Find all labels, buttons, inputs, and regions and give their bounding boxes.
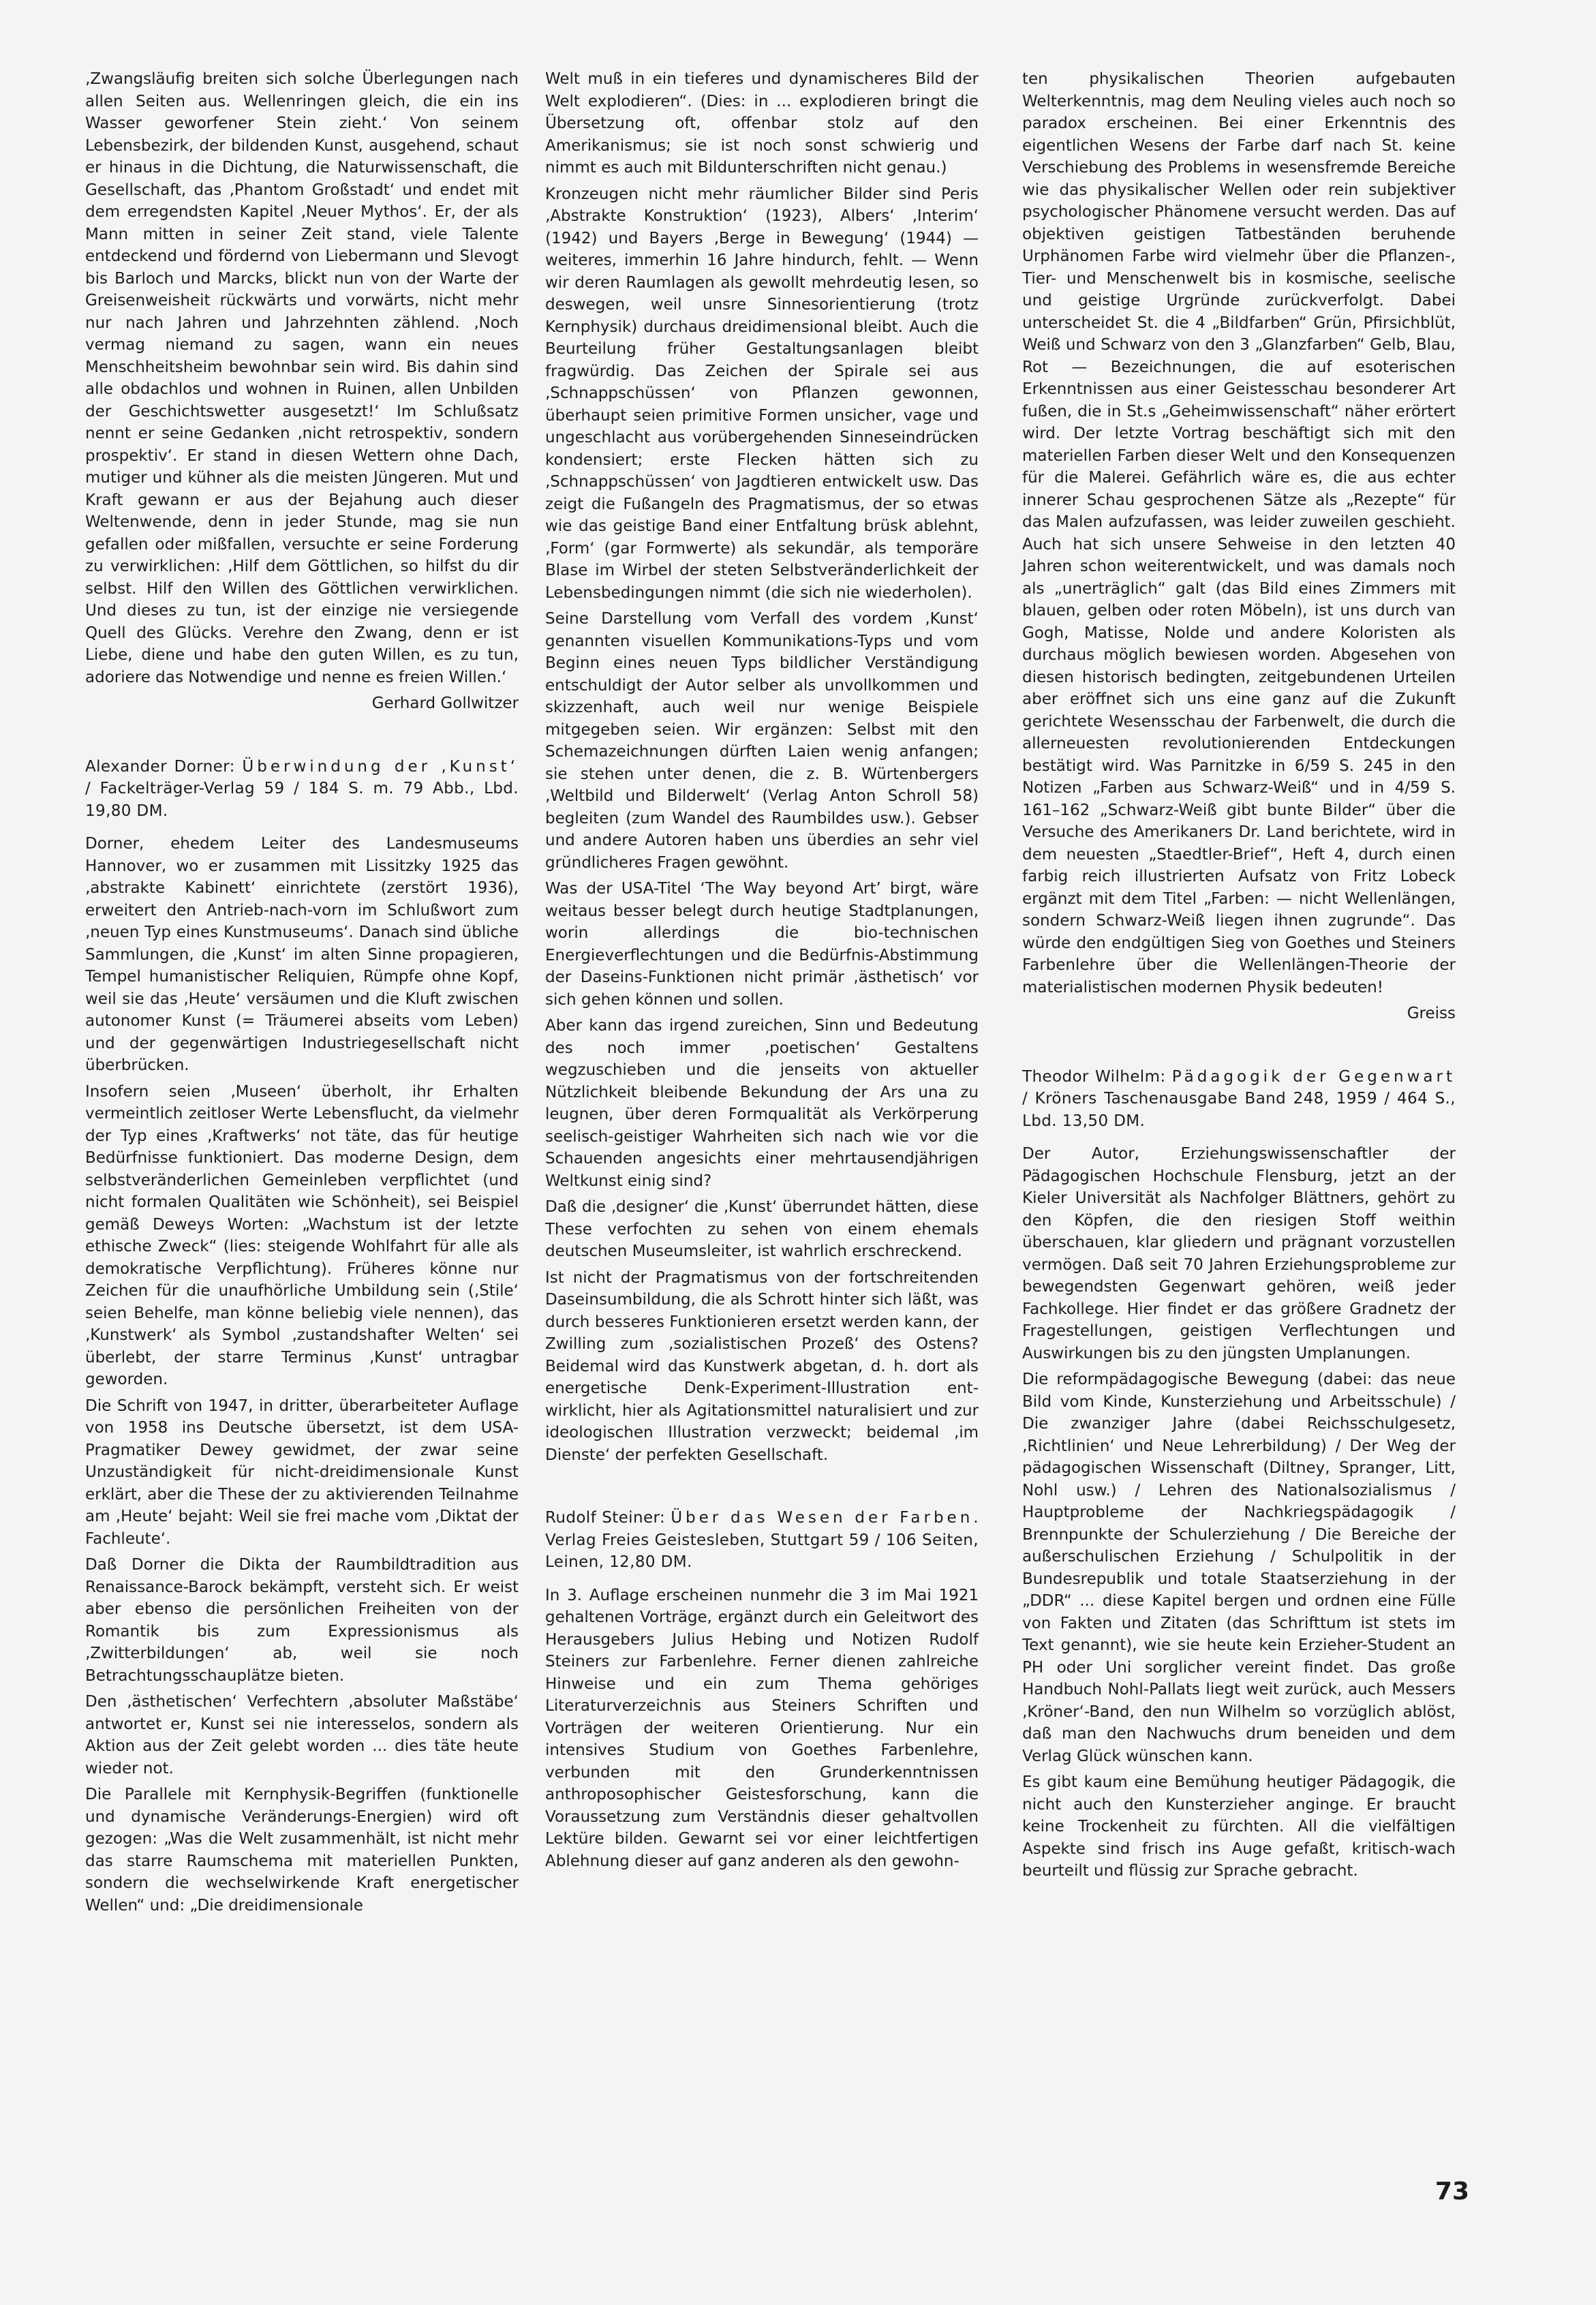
paragraph: Insofern seien ‚Museen‘ überholt, ihr Erhalten vermeintlich zeitloser Werte Lebensflucht, da vielmehr der Typ eines ‚Kraftwerks‘ not täte, das für heutige Bedürfnisse funktioniert. Das moderne Design, dem selbstveränderlichen Gemeinleben verpflichtet (und nicht formalen Qualitäten wie Schönheit), sei Beispiel gemäß Deweys Worten: „Wachstum ist der letzte ethische Zweck“ (lies: steigende Wohlfahrt für alle als demokratische Verpflichtung). Früheres könne nur Zeichen für die unaufhörliche Umbildung sein (‚Stile‘ seien Behelfe, man könne beliebig viele nennen), das ‚Kunstwerk‘ als Symbol ‚zustandshafter Welten‘ sei überlebt, der starre Terminus ‚Kunst‘ untragbar geworden. — [85, 1082, 519, 1388]
paragraph: Kronzeugen nicht mehr räumlicher Bilder sind Peris ‚Abstrakte Konstruktion‘ (1923), Albers‘ ‚Interim‘ (1942) und Bayers ‚Berge in Bewegung‘ (1944) — weiteres, immerhin 16 Jahre hindurch, fehlt. — Wenn wir deren Raumlagen als gewollt mehrdeutig lesen, so deswegen, weil unsre Sinnesorientierung (trotz Kernphysik) durchaus dreidimensional bleibt. Auch die Beurteilung früher Gestaltungsanlagen bleibt fragwürdig. Das Zeichen der Spirale sei aus ‚Schnappschüssen‘ von Pflanzen gewonnen, überhaupt seien primitive Formen unsicher, vage und ungeschlacht aus vorübergehenden Sinneseindrücken kondensiert; erste Flecken hätten sich zu ‚Schnappschüssen‘ von Jagdtieren entwickelt usw. Das zeigt die Fußangeln des Pragmatismus, der so etwas wie das geistige Band einer Entfaltung brüsk ablehnt, ‚Form‘ (gar Formwerte) als sekundär, als temporäre Blase im Wirbel der steten Selbstveränderlichkeit der Lebensbedingungen nimmt (die sich nie wiederholen). — [545, 185, 979, 602]
review-heading — [1022, 1066, 1456, 1133]
text-column-left — [85, 68, 519, 1921]
review-author-name: Rudolf Steiner: — [545, 1509, 671, 1527]
review-book-title: Pädagogik der Gegenwart — [1171, 1067, 1456, 1086]
paragraph: ten physikalischen Theorien aufgebauten Welterkenntnis, mag dem Neuling vieles auch noch so paradox erscheinen. Bei einer Erkenntnis des eigentlichen Wesens der Farbe darf nach St. keine Verschiebung des Problems in wesensfremde Bereiche wie das physikalischer Wellen oder rein subjektiver psychologischer Phänomene versucht werden. Das auf objektiven geistigen Tatbeständen beruhende Urphänomen Farbe wird vielmehr über die Pflanzen-, Tier- und Menschenwelt bis in kosmische, seelische und geistige Urgründe zurückverfolgt. Dabei unterscheidet St. die 4 „Bildfarben“ Grün, Pfirsichblüt, Weiß und Schwarz von den 3 „Glanzfarben“ Gelb, Blau, Rot — Bezeichnungen, die auf esoterischen Erkenntnissen aus einer Geistesschau besonderer Art fußen, die in St.s „Geheimwissenschaft“ näher erörtert wird. Der letzte Vortrag beschäftigt sich mit den materiellen Farben dieser Welt und den Konsequenzen für die Malerei. Gefährlich wäre es, die aus echter innerer Schau gesprochenen Sätze als „Rezepte“ für das Malen aufzufassen, was leider zuweilen geschieht. Auch hat sich unsere Sehweise in den letzten 40 Jahren schon weiterentwickelt, und was damals noch als „unerträglich“ galt (das Bild eines Zimmers mit blauen, gelben oder roten Möbeln), ist uns durch van Gogh, Matisse, Nolde und andere Koloristen als durchaus möglich bewiesen worden. Abgesehen von diesen historisch bedingten, zeitgebundenen Urteilen aber eröffnet sich uns eine ganz auf die Zukunft gerichtete Wesensschau der Farbenwelt, die durch die allerneuesten revolutionierenden Entdeckungen bestätigt wird. Was Parnitzke in 6/59 S. 245 in den Notizen „Farben aus Schwarz-Weiß“ und in 4/59 S. 161–162 „Schwarz-Weiß gibt bunte Bilder“ über die Versuche des Amerikaners Dr. Land berichtete, wird in dem neuesten „Staedtler-Brief“, Heft 4, durch einen farbig reich illustrierten Aufsatz von Fritz Lobeck ergänzt mit dem Titel „Farben: — nicht Wellenlängen, sondern Schwarz-Weiß liegen ihnen zugrunde“. Das würde den endgültigen Sieg von Goethes und Steiners Farbenlehre über die Wellenlängen-Theorie der materialistischen modernen Physik bedeuten! — [1022, 70, 1456, 996]
text-column-right — [1022, 68, 1456, 1887]
paragraph: Den ‚ästhetischen‘ Verfechtern ‚absoluter Maßstäbe‘ antwortet er, Kunst sei nie interesselos, sondern als Aktion aus der Zeit gelebt worden ... dies täte heute wieder not. — [85, 1693, 519, 1777]
paragraph: Die reformpädagogische Bewegung (dabei: das neue Bild vom Kinde, Kunsterziehung und Arbeitsschule) / Die zwanziger Jahre (dabei Reichsschulgesetz, ‚Richtlinien‘ und Neue Lehrerbildung) / Der Weg der pädagogischen Wissenschaft (Diltney, Spranger, Litt, Nohl usw.) / Lehren des Nationalsozialismus / Hauptprobleme der Nachkriegspädagogik / Brennpunkte der Schulerziehung / Die Bereiche der außerschulischen Erziehung / Schulpolitik in der Bundesrepublik und totale Staatserziehung in der „DDR“ ... diese Kapitel bergen und ordnen eine Fülle von Fakten und Zitaten (das Schrifttum ist stets im Text genannt), wie sie heute kein Erzieher-Student an PH oder Uni sorglicher vereint findet. Das große Handbuch Nohl-Pallats liegt weit zurück, auch Messers ‚Kröner‘-Band, den nun Wilhelm so vorzüglich ablöst, daß man den Nachwuchs drum beneiden und dem Verlag Glück wünschen kann. — [1022, 1371, 1456, 1765]
review-author: Greiss — [1407, 1005, 1456, 1022]
paragraph: Was der USA-Titel ‘The Way beyond Art’ birgt, wäre weitaus besser belegt durch heutige Stadtplanungen, worin allerdings die bio-technischen Energieverflechtungen und die Bedürfnis-Abstimmung der Daseins-Funktionen nicht primär ‚ästhetisch‘ vor sich gehen können und sollen. — [545, 880, 979, 1009]
paragraph: In 3. Auflage erscheinen nunmehr die 3 im Mai 1921 gehaltenen Vorträge, ergänzt durch ein Geleitwort des Herausgebers Julius Hebing und Notizen Rudolf Steiners zur Farbenlehre. Ferner dienen zahlreiche Hinweise und ein zum Thema gehöriges Literaturverzeichnis aus Steiners Schriften und Vorträgen der weiteren Orientierung. Nur ein intensives Studium von Goethes Farbenlehre, verbunden mit den Grunderkenntnissen anthroposophischer Geistesforschung, kann die Voraussetzung zum Verständnis dieser gehaltvollen Lektüre bilden. Gewarnt sei vor einer leichtfertigen Ablehnung dieser auf ganz anderen als den gewohn- — [545, 1586, 979, 1870]
paragraph: Aber kann das irgend zureichen, Sinn und Bedeutung des noch immer ‚poetischen‘ Gestaltens wegzuschieben und die jenseits von aktueller Nützlichkeit bleibende Bekundung der Ars una zu leugnen, über deren Formqualität als Verkörperung seelisch-geistiger Wahrheiten sich nach wie vor die Schauenden angesichts einer mehrtausendjährigen Weltkunst einig sind? — [545, 1017, 979, 1190]
paragraph: Ist nicht der Pragmatismus von der fortschreitenden Daseinsumbildung, die als Schrott hinter sich läßt, was durch besseres Funktionieren ersetzt werden kann, der Zwilling zum ‚sozialistischen Prozeß‘ des Ostens? Beidemal wird das Kunstwerk abgetan, d. h. dort als energetische Denk-Experiment-Illustration ent-wirklicht, hier als Agitationsmittel naturalisiert und zur ideologischen Illustration verzweckt; beidemal ‚im Dienste‘ der perfekten Gesellschaft. — [545, 1268, 979, 1464]
review-publication-info: . Verlag Freies Geistesleben, Stuttgart 59 / 106 Seiten, Leinen, 12,80 DM. — [545, 1509, 979, 1571]
paragraph: Daß Dorner die Dikta der Raumbildtradition aus Renaissance-Barock bekämpft, versteht sich. Er weist aber ebenso die persönlichen Freiheiten von der Romantik bis zum Expressionismus als ‚Zwitterbildungen‘ ab, weil sie noch Betrachtungsschauplätze bieten. — [85, 1556, 519, 1685]
review-author-name: Alexander Dorner: — [85, 757, 243, 776]
review-author-name: Theodor Wilhelm: — [1022, 1067, 1172, 1086]
paragraph: Es gibt kaum eine Bemühung heutiger Pädagogik, die nicht auch den Kunsterzieher anginge. Er braucht keine Trockenheit zu fürchten. All die vielfältigen Aspekte sind frisch ins Auge gefaßt, kritisch-wach beurteilt und flüssig zur Sprache gebracht. — [1022, 1773, 1456, 1880]
paragraph: Dorner, ehedem Leiter des Landesmuseums Hannover, wo er zusammen mit Lissitzky 1925 das ‚abstrakte Kabinett‘ einrichtete (zerstört 1936), erweitert den Antrieb-nach-vorn im Schlußwort zum ‚neuen Typ eines Kunstmuseums‘. Danach sind übliche Sammlungen, die ‚Kunst‘ im alten Sinne propagieren, Tempel humanistischer Reliquien, Rümpfe ohne Kopf, weil sie das ‚Heute‘ versäumen und die Kluft zwischen autonomer Kunst (= Träumerei abseits vom Leben) und der gegenwärtigen Industriegesellschaft nicht überbrücken. — [85, 835, 519, 1074]
review-book-title: Überwindung der ‚Kunst‘ — [242, 757, 519, 776]
paragraph: Welt muß in ein tieferes und dynamischeres Bild der Welt explodieren“. (Dies: in ... explodieren bringt die Übersetzung oft, offenbar stolz auf den Amerikanismus; sie ist noch sonst schwierig und nimmt es auch mit Bildunterschriften nicht genau.) — [545, 70, 979, 177]
paragraph: Daß die ‚designer‘ die ‚Kunst‘ überrundet hätten, diese These verfochten zu sehen von einem ehemals deutschen Museumsleiter, ist wahrlich erschreckend. — [545, 1198, 979, 1260]
paragraph: Die Parallele mit Kernphysik-Begriffen (funktionelle und dynamische Veränderungs-Energien) wird oft gezogen: „Was die Welt zusammenhält, ist nicht mehr das starre Raumschema mit materiellen Punkten, sondern die wechselwirkende Kraft energetischer Wellen“ und: „Die dreidimensionale — [85, 1786, 519, 1914]
paragraph: ‚Zwangsläufig breiten sich solche Überlegungen nach allen Seiten aus. Wellenringen gleich, die ein ins Wasser geworfener Stein zieht.‘ Von seinem Lebensbezirk, der bildenden Kunst, ausgehend, schaut er hinaus in die Dichtung, die Naturwissenschaft, die Gesellschaft, das ‚Phantom Großstadt‘ und endet mit dem erregendsten Kapitel ‚Neuer Mythos‘. Er, der als Mann mitten in seiner Zeit stand, viele Talente entdeckend und fördernd von Liebermann und Slevogt bis Barloch und Marcks, blickt nun von der Warte der Greisenweisheit rückwärts und vorwärts, nicht mehr nur nach Jahren und Jahrzehnten zählend. ‚Noch vermag niemand zu sagen, wann ein neues Menschheitsheim bewohnbar sein wird. Bis dahin sind alle obdachlos und wohnen in Ruinen, allen Unbilden der Geschichtswetter ausgesetzt!‘ Im Schlußsatz nennt er seine Gedanken ‚nicht retrospektiv, sondern prospektiv‘. Er stand in diesen Wettern ohne Dach, mutiger und kühner als die meisten Jüngeren. Mut und Kraft gewann er aus der Bejahung auch dieser Weltenwende, denn in jeder Stunde, mag sie nun gefallen oder mißfallen, versuchte er seine Forderung zu verwirklichen: ‚Hilf dem Göttlichen, so hilfst du dir selbst. Hilf den Willen des Göttlichen verwirklichen. Und dieses zu tun, ist der einzige nie versiegende Quell des Glücks. Verehre den Zwang, denn er ist Liebe, diene und habe den guten Willen, es zu tun, adoriere das Notwendige und nenne es freien Willen.‘ — [85, 70, 519, 686]
paragraph: Die Schrift von 1947, in dritter, überarbeiteter Auflage von 1958 ins Deutsche übersetzt, ist dem USA-Pragmatiker Dewey gewidmet, der zwar seine Unzuständigkeit für nicht-dreidimensionale Kunst erklärt, aber die These der zu aktivierenden Teilnahme am ‚Heute‘ bejaht: Weil sie frei mache vom ‚Diktat der Fachleute‘. — [85, 1396, 519, 1548]
review-book-title: Über das Wesen der Farben — [671, 1509, 974, 1527]
text-column-middle — [545, 68, 979, 1876]
page-number: 73 — [1434, 2178, 1469, 2205]
review-author: Gerhard Gollwitzer — [371, 694, 519, 712]
paragraph: Seine Darstellung vom Verfall des vordem ‚Kunst‘ genannten visuellen Kommunikations-Typs und vom Beginn eines neuen Typs bildlicher Verständigung entschuldigt der Autor selber als unvollkommen und skizzenhaft, auch weil nur wenige Beispiele mitgegeben seien. Wir ergänzen: Selbst mit den Schemazeichnungen dürften Laien wenig anfangen; sie stehen unter denen, die z. B. Würtenbergers ‚Weltbild und Bilderwelt‘ (Verlag Anton Schroll 58) begleiten (zum Wandel des Raumbildes usw.). Gebser und andere Autoren haben uns überdies an sehr viel gründlicheres Fragen gewöhnt. — [545, 610, 979, 872]
paragraph: Der Autor, Erziehungswissenschaftler der Pädagogischen Hochschule Flensburg, jetzt an der Kieler Universität als Nachfolger Blättners, gehört zu den Köpfen, die den riesigen Stoff weithin überschauen, klar gliedern und prägnant vorzustellen vermögen. Daß seit 70 Jahren Erziehungsprobleme zur bewegendsten Gegenwart gehören, weiß jeder Fachkollege. Hier findet er das größere Gradnetz der Fragestellungen, geistigen Verflechtungen und Auswirkungen bis zu den jüngsten Umplanungen. — [1022, 1145, 1456, 1362]
review-publication-info: / Kröners Taschenausgabe Band 248, 1959 / 464 S., Lbd. 13,50 DM. — [1022, 1090, 1456, 1130]
review-heading — [545, 1507, 979, 1574]
review-heading — [85, 756, 519, 823]
review-publication-info: / Fackelträger-Verlag 59 / 184 S. m. 79 Abb., Lbd. 19,80 DM. — [85, 780, 519, 820]
